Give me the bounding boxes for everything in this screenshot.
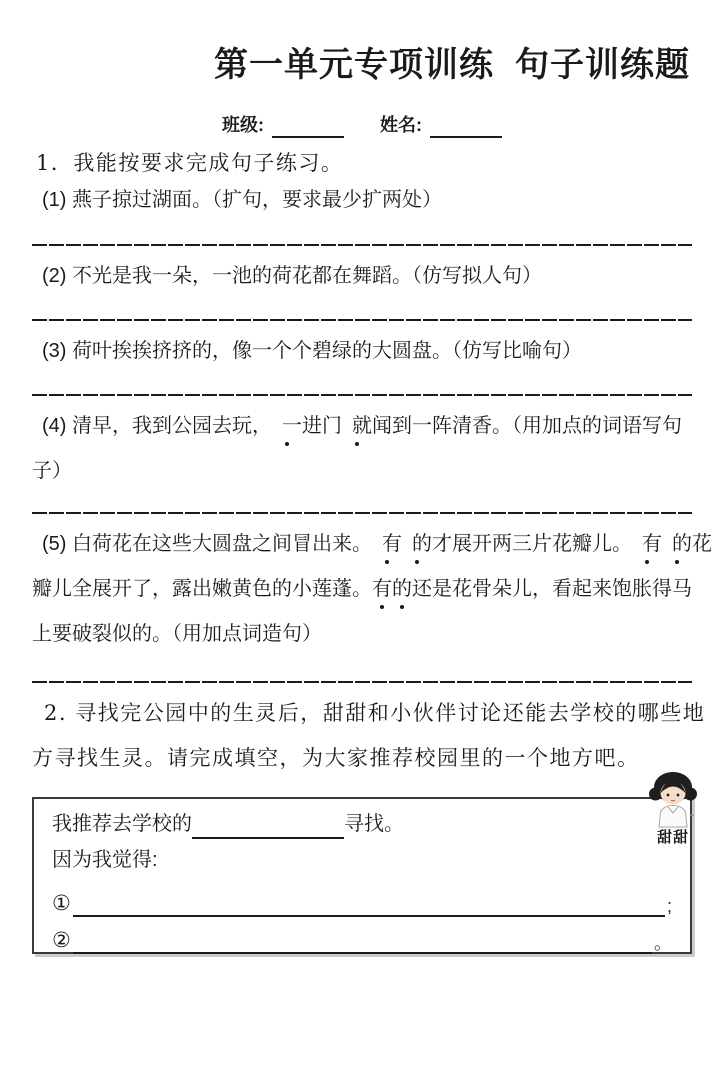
page-title: 第一单元专项训练 句子训练题 xyxy=(214,46,690,84)
question-2 xyxy=(32,254,692,299)
reason-item-2 xyxy=(52,926,672,954)
name-label: 姓名: xyxy=(380,115,422,135)
text-line: 子） xyxy=(32,460,72,482)
emphasized-char: 有 xyxy=(372,522,402,567)
text-line: (2) 不光是我一朵，一池的荷花都在舞蹈。（仿写拟人句） xyxy=(42,265,542,287)
emphasized-char: 有 xyxy=(632,522,662,567)
section1-heading: 1．我能按要求完成句子练习。 xyxy=(36,151,344,175)
emphasized-char: 有 xyxy=(372,567,392,612)
section2-intro xyxy=(32,691,706,781)
recommend-line xyxy=(52,809,672,839)
place-blank-field[interactable] xyxy=(192,813,344,839)
emphasized-char: 的 xyxy=(402,522,432,567)
emphasized-char: 一 xyxy=(272,404,302,449)
emphasized-char: 的 xyxy=(662,522,692,567)
emphasized-char: 的 xyxy=(392,567,412,612)
girl-avatar-icon xyxy=(646,768,700,828)
worksheet-content xyxy=(0,44,724,954)
class-blank-field[interactable] xyxy=(272,116,344,138)
class-label: 班级: xyxy=(222,115,264,135)
reason-blank-field-2[interactable] xyxy=(73,926,652,954)
reason-1-punctuation: ; xyxy=(666,896,672,916)
text-line: 方寻找生灵。请完成填空，为大家推荐校园里的一个地方吧。 xyxy=(32,746,640,770)
emphasized-char: 就 xyxy=(342,404,372,449)
recommendation-box xyxy=(32,797,692,954)
tiantian-avatar xyxy=(646,768,700,847)
reason-blank-field-1[interactable] xyxy=(73,889,665,917)
answer-blank-line-3[interactable] xyxy=(32,394,692,396)
text-line: (1) 燕子掠过湖面。（扩句，要求最少扩两处） xyxy=(42,189,442,211)
answer-blank-line-1[interactable] xyxy=(32,244,692,246)
answer-blank-line-5[interactable] xyxy=(32,681,692,683)
question-5 xyxy=(32,522,712,657)
text-line: 瓣儿全展开了，露出嫩黄色的小莲蓬。有的还是花骨朵儿，看起来饱胀得马 xyxy=(32,567,692,612)
question-3 xyxy=(32,329,692,374)
circled-one-marker: ① xyxy=(52,892,71,915)
question-1 xyxy=(32,178,692,223)
answer-blank-line-4[interactable] xyxy=(32,512,692,514)
avatar-name-label: 甜甜 xyxy=(656,829,689,846)
recommend-suffix: 寻找。 xyxy=(344,813,404,835)
name-blank-field[interactable] xyxy=(430,116,502,138)
class-name-row xyxy=(222,112,692,138)
recommend-prefix: 我推荐去学校的 xyxy=(52,813,192,835)
reason-2-punctuation: 。 xyxy=(654,933,672,953)
text-line: (5) 白荷花在这些大圆盘之间冒出来。 有 的才展开两三片花瓣儿。 有 的花 xyxy=(32,522,692,567)
text-line: 2. 寻找完公园中的生灵后，甜甜和小伙伴讨论还能去学校的哪些地 xyxy=(44,701,706,725)
answer-blank-line-2[interactable] xyxy=(32,319,692,321)
circled-two-marker: ② xyxy=(52,929,71,952)
question-4 xyxy=(32,404,692,494)
reason-item-1 xyxy=(52,889,672,917)
text-line: (4) 清早，我到公园去玩， 一进门 就闻到一阵清香。（用加点的词语写句 xyxy=(32,404,692,449)
text-line: 上要破裂似的。（用加点词造句） xyxy=(32,623,322,645)
text-line: (3) 荷叶挨挨挤挤的，像一个个碧绿的大圆盘。（仿写比喻句） xyxy=(42,340,582,362)
worksheet-page xyxy=(0,44,724,1068)
reason-label: 因为我觉得: xyxy=(52,849,158,871)
